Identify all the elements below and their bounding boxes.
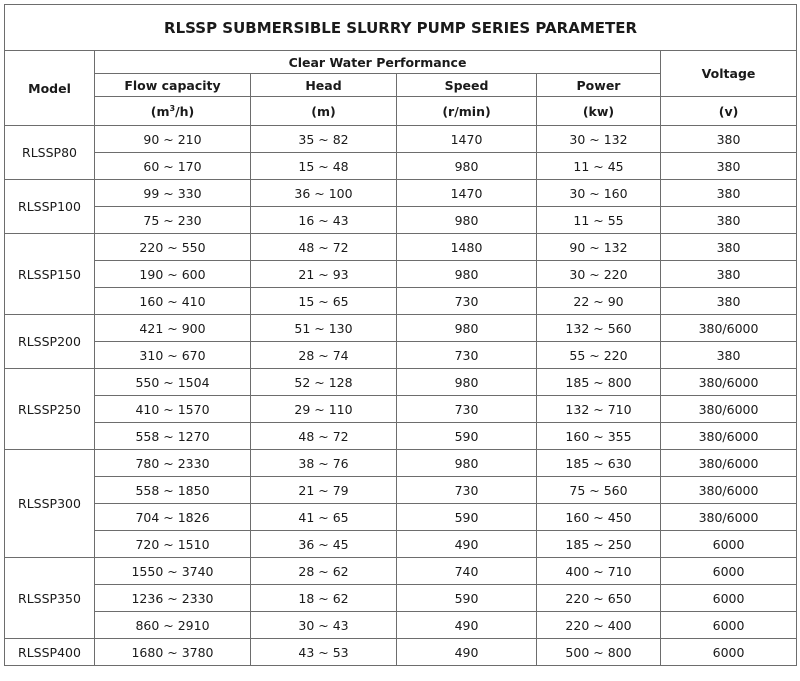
- head-cell: 29 ~ 110: [251, 396, 397, 423]
- head-cell: 21 ~ 93: [251, 261, 397, 288]
- power-cell: 132 ~ 710: [537, 396, 661, 423]
- unit-flow: [95, 97, 251, 126]
- unit-flow-superscript: 3: [169, 103, 176, 113]
- speed-cell: 590: [397, 585, 537, 612]
- power-cell: 220 ~ 400: [537, 612, 661, 639]
- table-row: [5, 234, 797, 261]
- voltage-cell: 380/6000: [661, 477, 797, 504]
- power-cell: 220 ~ 650: [537, 585, 661, 612]
- unit-power: (kw): [537, 97, 661, 126]
- voltage-cell: 6000: [661, 585, 797, 612]
- head-cell: 36 ~ 45: [251, 531, 397, 558]
- speed-cell: 980: [397, 315, 537, 342]
- column-header-model: Model: [5, 51, 95, 126]
- speed-cell: 980: [397, 153, 537, 180]
- table-row: [5, 315, 797, 342]
- speed-cell: 740: [397, 558, 537, 585]
- voltage-cell: 6000: [661, 612, 797, 639]
- voltage-cell: 380/6000: [661, 450, 797, 477]
- power-cell: 132 ~ 560: [537, 315, 661, 342]
- voltage-cell: 380: [661, 180, 797, 207]
- speed-cell: 980: [397, 207, 537, 234]
- flow-cell: 1236 ~ 2330: [95, 585, 251, 612]
- head-cell: 28 ~ 62: [251, 558, 397, 585]
- head-cell: 16 ~ 43: [251, 207, 397, 234]
- head-cell: 15 ~ 48: [251, 153, 397, 180]
- power-cell: 55 ~ 220: [537, 342, 661, 369]
- head-cell: 36 ~ 100: [251, 180, 397, 207]
- column-header-power: Power: [537, 74, 661, 97]
- voltage-cell: 380: [661, 126, 797, 153]
- model-cell: RLSSP200: [5, 315, 95, 369]
- table-row: [5, 585, 797, 612]
- speed-cell: 730: [397, 477, 537, 504]
- voltage-cell: 380: [661, 234, 797, 261]
- speed-cell: 590: [397, 504, 537, 531]
- power-cell: 22 ~ 90: [537, 288, 661, 315]
- group-header-clear-water: Clear Water Performance: [95, 51, 661, 74]
- head-cell: 28 ~ 74: [251, 342, 397, 369]
- speed-cell: 730: [397, 342, 537, 369]
- table-body: [5, 126, 797, 666]
- model-cell: RLSSP150: [5, 234, 95, 315]
- table-row: [5, 450, 797, 477]
- table-title: RLSSP SUBMERSIBLE SLURRY PUMP SERIES PARAMETER: [5, 5, 797, 51]
- table-row: [5, 558, 797, 585]
- table-row: [5, 180, 797, 207]
- table-row: [5, 531, 797, 558]
- head-cell: 35 ~ 82: [251, 126, 397, 153]
- voltage-cell: 380/6000: [661, 315, 797, 342]
- flow-cell: 1680 ~ 3780: [95, 639, 251, 666]
- voltage-cell: 6000: [661, 531, 797, 558]
- head-cell: 15 ~ 65: [251, 288, 397, 315]
- flow-cell: 310 ~ 670: [95, 342, 251, 369]
- power-cell: 11 ~ 55: [537, 207, 661, 234]
- head-cell: 41 ~ 65: [251, 504, 397, 531]
- model-cell: RLSSP350: [5, 558, 95, 639]
- flow-cell: 421 ~ 900: [95, 315, 251, 342]
- head-cell: 21 ~ 79: [251, 477, 397, 504]
- head-cell: 48 ~ 72: [251, 234, 397, 261]
- head-cell: 18 ~ 62: [251, 585, 397, 612]
- speed-cell: 1480: [397, 234, 537, 261]
- unit-head: (m): [251, 97, 397, 126]
- unit-flow-base: (m: [150, 103, 170, 119]
- flow-cell: 220 ~ 550: [95, 234, 251, 261]
- head-cell: 51 ~ 130: [251, 315, 397, 342]
- flow-cell: 60 ~ 170: [95, 153, 251, 180]
- power-cell: 30 ~ 220: [537, 261, 661, 288]
- voltage-cell: 380/6000: [661, 396, 797, 423]
- table-row: [5, 477, 797, 504]
- power-cell: 185 ~ 800: [537, 369, 661, 396]
- unit-flow-tail: /h): [175, 103, 195, 119]
- model-cell: RLSSP80: [5, 126, 95, 180]
- table-row: [5, 261, 797, 288]
- power-cell: 90 ~ 132: [537, 234, 661, 261]
- model-cell: RLSSP250: [5, 369, 95, 450]
- pump-parameter-table: [4, 4, 797, 666]
- voltage-cell: 380/6000: [661, 504, 797, 531]
- power-cell: 185 ~ 630: [537, 450, 661, 477]
- model-cell: RLSSP400: [5, 639, 95, 666]
- unit-speed: (r/min): [397, 97, 537, 126]
- head-cell: 38 ~ 76: [251, 450, 397, 477]
- power-cell: 185 ~ 250: [537, 531, 661, 558]
- flow-cell: 558 ~ 1270: [95, 423, 251, 450]
- speed-cell: 590: [397, 423, 537, 450]
- table-row: [5, 126, 797, 153]
- flow-cell: 558 ~ 1850: [95, 477, 251, 504]
- speed-cell: 730: [397, 288, 537, 315]
- voltage-cell: 380: [661, 261, 797, 288]
- flow-cell: 780 ~ 2330: [95, 450, 251, 477]
- voltage-cell: 380/6000: [661, 423, 797, 450]
- flow-cell: 1550 ~ 3740: [95, 558, 251, 585]
- table-row: [5, 396, 797, 423]
- flow-cell: 160 ~ 410: [95, 288, 251, 315]
- speed-cell: 1470: [397, 126, 537, 153]
- model-cell: RLSSP300: [5, 450, 95, 558]
- power-cell: 75 ~ 560: [537, 477, 661, 504]
- flow-cell: 704 ~ 1826: [95, 504, 251, 531]
- column-header-head: Head: [251, 74, 397, 97]
- power-cell: 11 ~ 45: [537, 153, 661, 180]
- model-cell: RLSSP100: [5, 180, 95, 234]
- column-header-voltage: Voltage: [661, 51, 797, 97]
- flow-cell: 410 ~ 1570: [95, 396, 251, 423]
- head-cell: 43 ~ 53: [251, 639, 397, 666]
- table-row: [5, 504, 797, 531]
- speed-cell: 980: [397, 369, 537, 396]
- flow-cell: 550 ~ 1504: [95, 369, 251, 396]
- speed-cell: 490: [397, 531, 537, 558]
- power-cell: 160 ~ 355: [537, 423, 661, 450]
- speed-cell: 980: [397, 450, 537, 477]
- power-cell: 500 ~ 800: [537, 639, 661, 666]
- speed-cell: 490: [397, 639, 537, 666]
- head-cell: 30 ~ 43: [251, 612, 397, 639]
- table-row: [5, 639, 797, 666]
- table-row: [5, 153, 797, 180]
- voltage-cell: 380: [661, 342, 797, 369]
- flow-cell: 99 ~ 330: [95, 180, 251, 207]
- power-cell: 400 ~ 710: [537, 558, 661, 585]
- flow-cell: 90 ~ 210: [95, 126, 251, 153]
- power-cell: 30 ~ 132: [537, 126, 661, 153]
- power-cell: 30 ~ 160: [537, 180, 661, 207]
- flow-cell: 190 ~ 600: [95, 261, 251, 288]
- voltage-cell: 380: [661, 153, 797, 180]
- power-cell: 160 ~ 450: [537, 504, 661, 531]
- table-row: [5, 288, 797, 315]
- voltage-cell: 6000: [661, 558, 797, 585]
- table-row: [5, 612, 797, 639]
- table-row: [5, 342, 797, 369]
- flow-cell: 720 ~ 1510: [95, 531, 251, 558]
- table-row: [5, 369, 797, 396]
- head-cell: 52 ~ 128: [251, 369, 397, 396]
- column-header-flow: Flow capacity: [95, 74, 251, 97]
- table-row: [5, 423, 797, 450]
- voltage-cell: 380: [661, 288, 797, 315]
- head-cell: 48 ~ 72: [251, 423, 397, 450]
- table-row: [5, 207, 797, 234]
- speed-cell: 490: [397, 612, 537, 639]
- speed-cell: 730: [397, 396, 537, 423]
- flow-cell: 75 ~ 230: [95, 207, 251, 234]
- voltage-cell: 380: [661, 207, 797, 234]
- unit-voltage: (v): [661, 97, 797, 126]
- speed-cell: 1470: [397, 180, 537, 207]
- speed-cell: 980: [397, 261, 537, 288]
- flow-cell: 860 ~ 2910: [95, 612, 251, 639]
- voltage-cell: 380/6000: [661, 369, 797, 396]
- voltage-cell: 6000: [661, 639, 797, 666]
- column-header-speed: Speed: [397, 74, 537, 97]
